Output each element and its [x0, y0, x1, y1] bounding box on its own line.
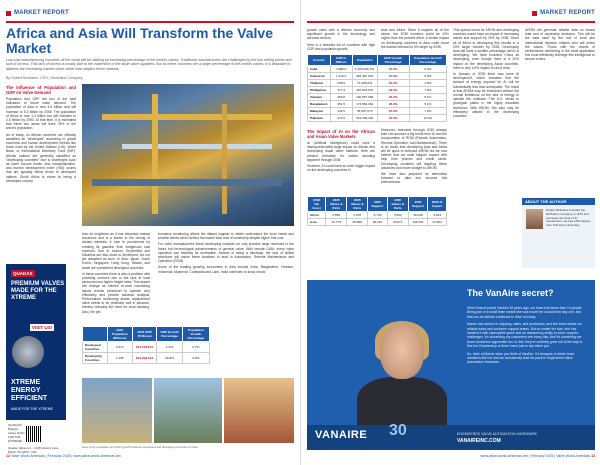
- ad-footer: [6, 420, 66, 456]
- table-header: GDP Growth Percentage: [157, 327, 182, 342]
- country-growth-table: Country GDP in Billions Population GDP Growth Percentage Population Growth Percentage India 3,888.0 1,450,935,791 25.3% 5.3% Indonesia 1,419.0 283,487,931 25.9% 5.9% Thailand 548.9 71,668,011 25.3% 1.5% Philippines 477.9 115,843,670 28.0% 7.0% Vietnam 463.8 100,987,686 26.2% 5.1% Bangladesh 451.5 173,562,364 28.9% 5.1% Malaysia 445.5 35,557,673 25.0% 7.0% Pakistan 374.6 251,269,164 29.0% 11.0%: [307, 54, 447, 122]
- column-3: [381, 128, 447, 187]
- column-2: [82, 232, 150, 316]
- table-row: Developed Countries 0.374 $31.218,615 1.0% 0.7%: [83, 342, 210, 353]
- section-heading: The Impact of AI on the African and Asian Valve Markets: [307, 129, 375, 139]
- table-row: Developing Countries 4.158 $27,329,519 26.8% 6.8%: [83, 353, 210, 364]
- table-row: India 3,888.0 1,450,935,791 25.3% 5.3%: [308, 66, 447, 73]
- ad-address: Quadax Valves Inc. • 1128 Industry Lane, Bristol, PA 19007, USA: [8, 446, 60, 454]
- section-tag: [532, 8, 595, 18]
- paragraph: In these countries there is also a problem with providing services due to the lack of local personnel and higher freight rates. This aspect will change as electric re-mote monitoring allows remote personnel to operate very effectively and provide advance analysis. Performance monitoring allows replacement valve needs to be predicted well in advance, thereby reducing the need for local stocking. Also, the per-: [82, 271, 150, 314]
- paragraph: For valve manufacturers these developing markets not only promise large revenues in the future but technological advancements of general value. With remote O&M, every valve operation can instantly be accessible. Instead of being a handicap, the lack of skilled workforce will cause these locations to lead in Automation, Remote Maintenance and Operation (ROM).: [158, 242, 294, 264]
- paragraph: Some of the leading growing economies in Asia include India, Bangladesh, Vietnam, Indonesia, Myanmar, Cambodia and Laos. India continues to show robust: [158, 265, 294, 274]
- divider: [6, 21, 294, 23]
- ai-impact-table: (USD mil-lions) 2025 Valves & Parts 2035 Valves & Parts 2025 Support 2035 Valves & Parts 2035 Support 2035 AI Impact Africa 2,559 1,878 8,733 3,594 16,048 4,633 Asia 42,774 25,866 96,215 43,871 168,291 43,561: [307, 196, 447, 226]
- gallery-photo: [154, 378, 222, 443]
- paragraph: than its neighbors as it has abundant natural resources and is a leader in the mining of certain minerals. It rose to prominence by creating its gasoline from indigenous coal reserves. Due to tourism, Seychelles and Mauritius are also close to developed, but not yet classified as such. In Asia: Japan, South Korea, Singapore, Hong Kong, Taiwan, and Israel are considered developed countries.: [82, 232, 150, 270]
- ad-tagline: MADE FOR THE XTREME: [11, 407, 53, 411]
- column-2: [307, 128, 375, 174]
- ad-headline: The VanAire secret?: [467, 288, 554, 298]
- paragraph: In January of 2025 there was more AI development, which indicates that the amount of energy required for AI will be substantially less than anticipated. The result is that AROM may be embraced without the normal limitations on the lack of energy to operate the software. The U.S. seeks to grow/gain plants in the highly educated workforce. With AROM, this also may be effectively utilized in the developing countries.: [453, 72, 519, 119]
- about-the-author: [522, 198, 595, 268]
- section-tag: [6, 8, 69, 18]
- publication-url[interactable]: www.valve-world-americas.net: [73, 454, 121, 458]
- gallery-photo: [224, 378, 294, 443]
- paragraph: AI (Artificial Intelligence) could have a disproportionately large impact on African and developing Asian valve markets. Here are present forecasts for valves including apparent through 2035.: [307, 141, 375, 162]
- table-row: Africa 2,559 1,878 8,733 3,594 16,048 4,633: [308, 212, 447, 219]
- quadax-logo: QUADAX: [13, 271, 33, 276]
- issue-date: February 2025: [530, 454, 554, 458]
- photo-gallery: [82, 378, 294, 443]
- paragraph: So, think of Marcie when you think of VanAire. It's because of driven team members like her that we consistently lead the pack in Engineered Valve Automation Hardware.: [467, 351, 575, 365]
- table-row: Pakistan 374.6 251,269,164 29.0% 11.0%: [308, 115, 447, 122]
- column-5: [525, 28, 595, 64]
- author-heading: ABOUT THE AUTHOR: [522, 198, 595, 205]
- developed-vs-developing-table: [82, 326, 210, 364]
- ad-headline: PREMIUM VALVES MADE FOR THE XTREME: [11, 281, 65, 301]
- column-2-top: [381, 28, 449, 51]
- byline: By Robert McIlvaine, CEO • McIlvaine Company: [6, 76, 83, 80]
- page-footer: 12 Valve World Americas | February 2025 | www.valve-world-americas.net: [6, 454, 121, 458]
- ad-slogan: XTREME ENERGY EFFICIENT: [11, 379, 48, 402]
- publication-name: Valve World Americas: [10, 454, 45, 458]
- column-3: [158, 232, 294, 276]
- table-row: Vietnam 463.8 100,987,686 26.2% 5.1%: [308, 94, 447, 101]
- page-number: 12: [6, 454, 10, 458]
- table-row: Thailand 548.9 71,668,011 25.3% 1.5%: [308, 80, 447, 87]
- ad-body: [467, 306, 587, 368]
- page-number: 13: [591, 454, 595, 458]
- issue-date: February 2025: [47, 454, 71, 458]
- paragraph: However, AI could have an even bigger impact on the developing countries in: [307, 164, 375, 173]
- qr-code-icon[interactable]: [26, 426, 42, 442]
- paragraph: Moreover, forecasts through 2035 already take into account a big boost from AI and the incorporation of ROM (Remote Automation, Remote Operation, and Maintenance). There is no doubt that developing Asia and Africa will be quick to embrace AROM but we now believe that we shall happen sooner with help from phones and credit cards. Developing countries will leapfrog these advances and move straight to AROM.: [381, 128, 447, 170]
- paragraph: growth rates with a diverse economy and significant growth in the technology and services sectors.: [307, 28, 375, 41]
- marcie-photo: [347, 325, 457, 425]
- column-4: [453, 28, 519, 120]
- quadax-advertisement[interactable]: [6, 264, 66, 456]
- table-row: Asia 42,774 25,866 96,215 43,871 168,291 43,561: [308, 219, 447, 226]
- section-heading: The Influence of Population and GDP on Valve Demand: [6, 85, 76, 95]
- paragraph: This special boost for AROM and developing countries would have an impact of increasing valves and support by 20% by 2035. Since all of Africa is developing this results in a 20% larger number by 2035. Developing Asia will have a smaller percentage which is developing. We have included China as developing, even though there is a 20% impact on the developing Asian countries, there is only a 5% impact on all of Asia.: [453, 28, 519, 70]
- section-label: MARKET REPORT: [540, 10, 595, 16]
- table-header: 2024 Population (Billions): [107, 327, 132, 342]
- divider: [307, 21, 595, 23]
- table-header: Population Growth Percentage: [182, 327, 209, 342]
- article-deck: Low-cost manufacturing countries all the world will be utilizing an increasing percentage of the world's valves. Traditional manufacturers are challenged by the low selling prices and lack of access. This lack of access is mostly due to the inattention of the large valve suppliers. But as these countries are a larger percentage of the world's valves, it is desirable to address the increasing market share rather than neglect these markets.: [6, 58, 292, 71]
- page-footer: www.valve-world-americas.net | February 2025 | Valve World Americas 13: [480, 454, 595, 458]
- publication-url[interactable]: www.valve-world-americas.net: [480, 454, 528, 458]
- paragraph: Here is a selected list of countries with high GDP and population growth.: [307, 42, 375, 51]
- author-bio: Robert McIlvaine founded the McIlvaine Company in 1974 and oversees the work of 37 researchers. He has a BA degree from Princeton University.: [546, 208, 591, 228]
- paragraph: We have also prepared an alternative forecast to take into account this phenomenon.: [381, 172, 447, 185]
- table-header: 2024 GDP (Trillions): [132, 327, 157, 342]
- article-title: Africa and Asia Will Transform the Valve Market: [6, 25, 273, 56]
- table-row: Bangladesh 451.5 173,562,364 28.9% 5.1%: [308, 101, 447, 108]
- ad-tagline: ENGINEERED VALVE AUTOMATION HARDWARE: [457, 432, 537, 436]
- publication-name: Valve World Americas: [556, 454, 591, 458]
- vanaire-logo: VANAIRE: [315, 429, 368, 441]
- gallery-photo: [82, 378, 152, 443]
- right-page: [300, 0, 600, 465]
- paragraph: AROM will generate reliable data on lowest total cost of ownership decisions. This will be the data used by the mix of local and international decision makers who will select the valves. Those with the results of performance monitoring in the most application mix most effectively leverage this intelligence to secure orders.: [525, 28, 595, 62]
- table-row: Indonesia 1,419.0 283,487,931 25.9% 5.9%: [308, 73, 447, 80]
- table-row: Malaysia 445.5 35,557,673 25.0% 7.0%: [308, 108, 447, 115]
- figure-caption: Here is the population and GDP growth between developed and developing countries for Asia: [82, 445, 198, 449]
- section-label: MARKET REPORT: [14, 10, 69, 16]
- paragraph: formance monitoring allows the distant supplier to better understand the local needs and provide valves which deliver the lowest total cost of ownership despite higher first cost.: [158, 232, 294, 241]
- column-1: [6, 84, 76, 185]
- valve-image: [12, 336, 44, 368]
- vanaire-advertisement[interactable]: [307, 280, 595, 450]
- scan-text: QUADAX® Butterfly valves SCAN FOR THE EXTREME!: [8, 423, 25, 443]
- paragraph: Asia and Africa. Since it impacts all of the above, the 2035 numbers could be 20% higher than the present effort. A similar impact on developing countries in Asia could boost the market demand to 5% larger by 2035.: [381, 28, 449, 49]
- visit-us-badge: VISIT US!: [32, 325, 53, 330]
- paragraph: When Marcie joined VanAire 28 years ago, our team had fewer than 10 people. Being part of a small team meant she was made her crucial from day one, and that can-do attitude continues to drive us today.: [467, 306, 583, 319]
- author-photo: [526, 209, 543, 229]
- paragraph: As of today, no African countries are officially classified as "developed" according to global economic and human development metrics like those used by the United Nations (UN), World Bank, or International Monetary Fund (IMF). African nations are generally classified as "developing countries" due to challenges such as lower income levels, less industrialization, and human development index (HDI) scores that are typically below those of developed nations. South Africa is closer to being a developed country.: [6, 132, 76, 183]
- anniversary-badge: 30: [389, 422, 407, 439]
- ad-url[interactable]: VANAIREINC.COM: [457, 438, 501, 444]
- paragraph: Population and GDP are two of the best indicators of future valve demand. The population of Asia is now 4.6 billion and will increase to 5.3 billion by 2050. The population of Africa is now 1.3 billion but will increase to 2.5 billion by 2050. At that time, it is estimated that these two areas will have 78% of the world's population.: [6, 97, 76, 131]
- table-row: Philippines 477.9 115,843,670 28.0% 7.0%: [308, 87, 447, 94]
- paragraph: Marcie has worked in shipping, sales, and production, and she knew builds our reliable sales and customer support teams. But no matter the size, she has handled it with impeccable grace and an unwavering ability to solve complex challenges. It's something our customers see every day. And it's something we know customers appreciate too. In fact, they've routinely gone out of the way to find her if leadership or three hours just to say thank you.: [467, 322, 583, 349]
- refinery-photo: [82, 84, 294, 226]
- column-1: [307, 28, 375, 53]
- table-header: [83, 327, 108, 342]
